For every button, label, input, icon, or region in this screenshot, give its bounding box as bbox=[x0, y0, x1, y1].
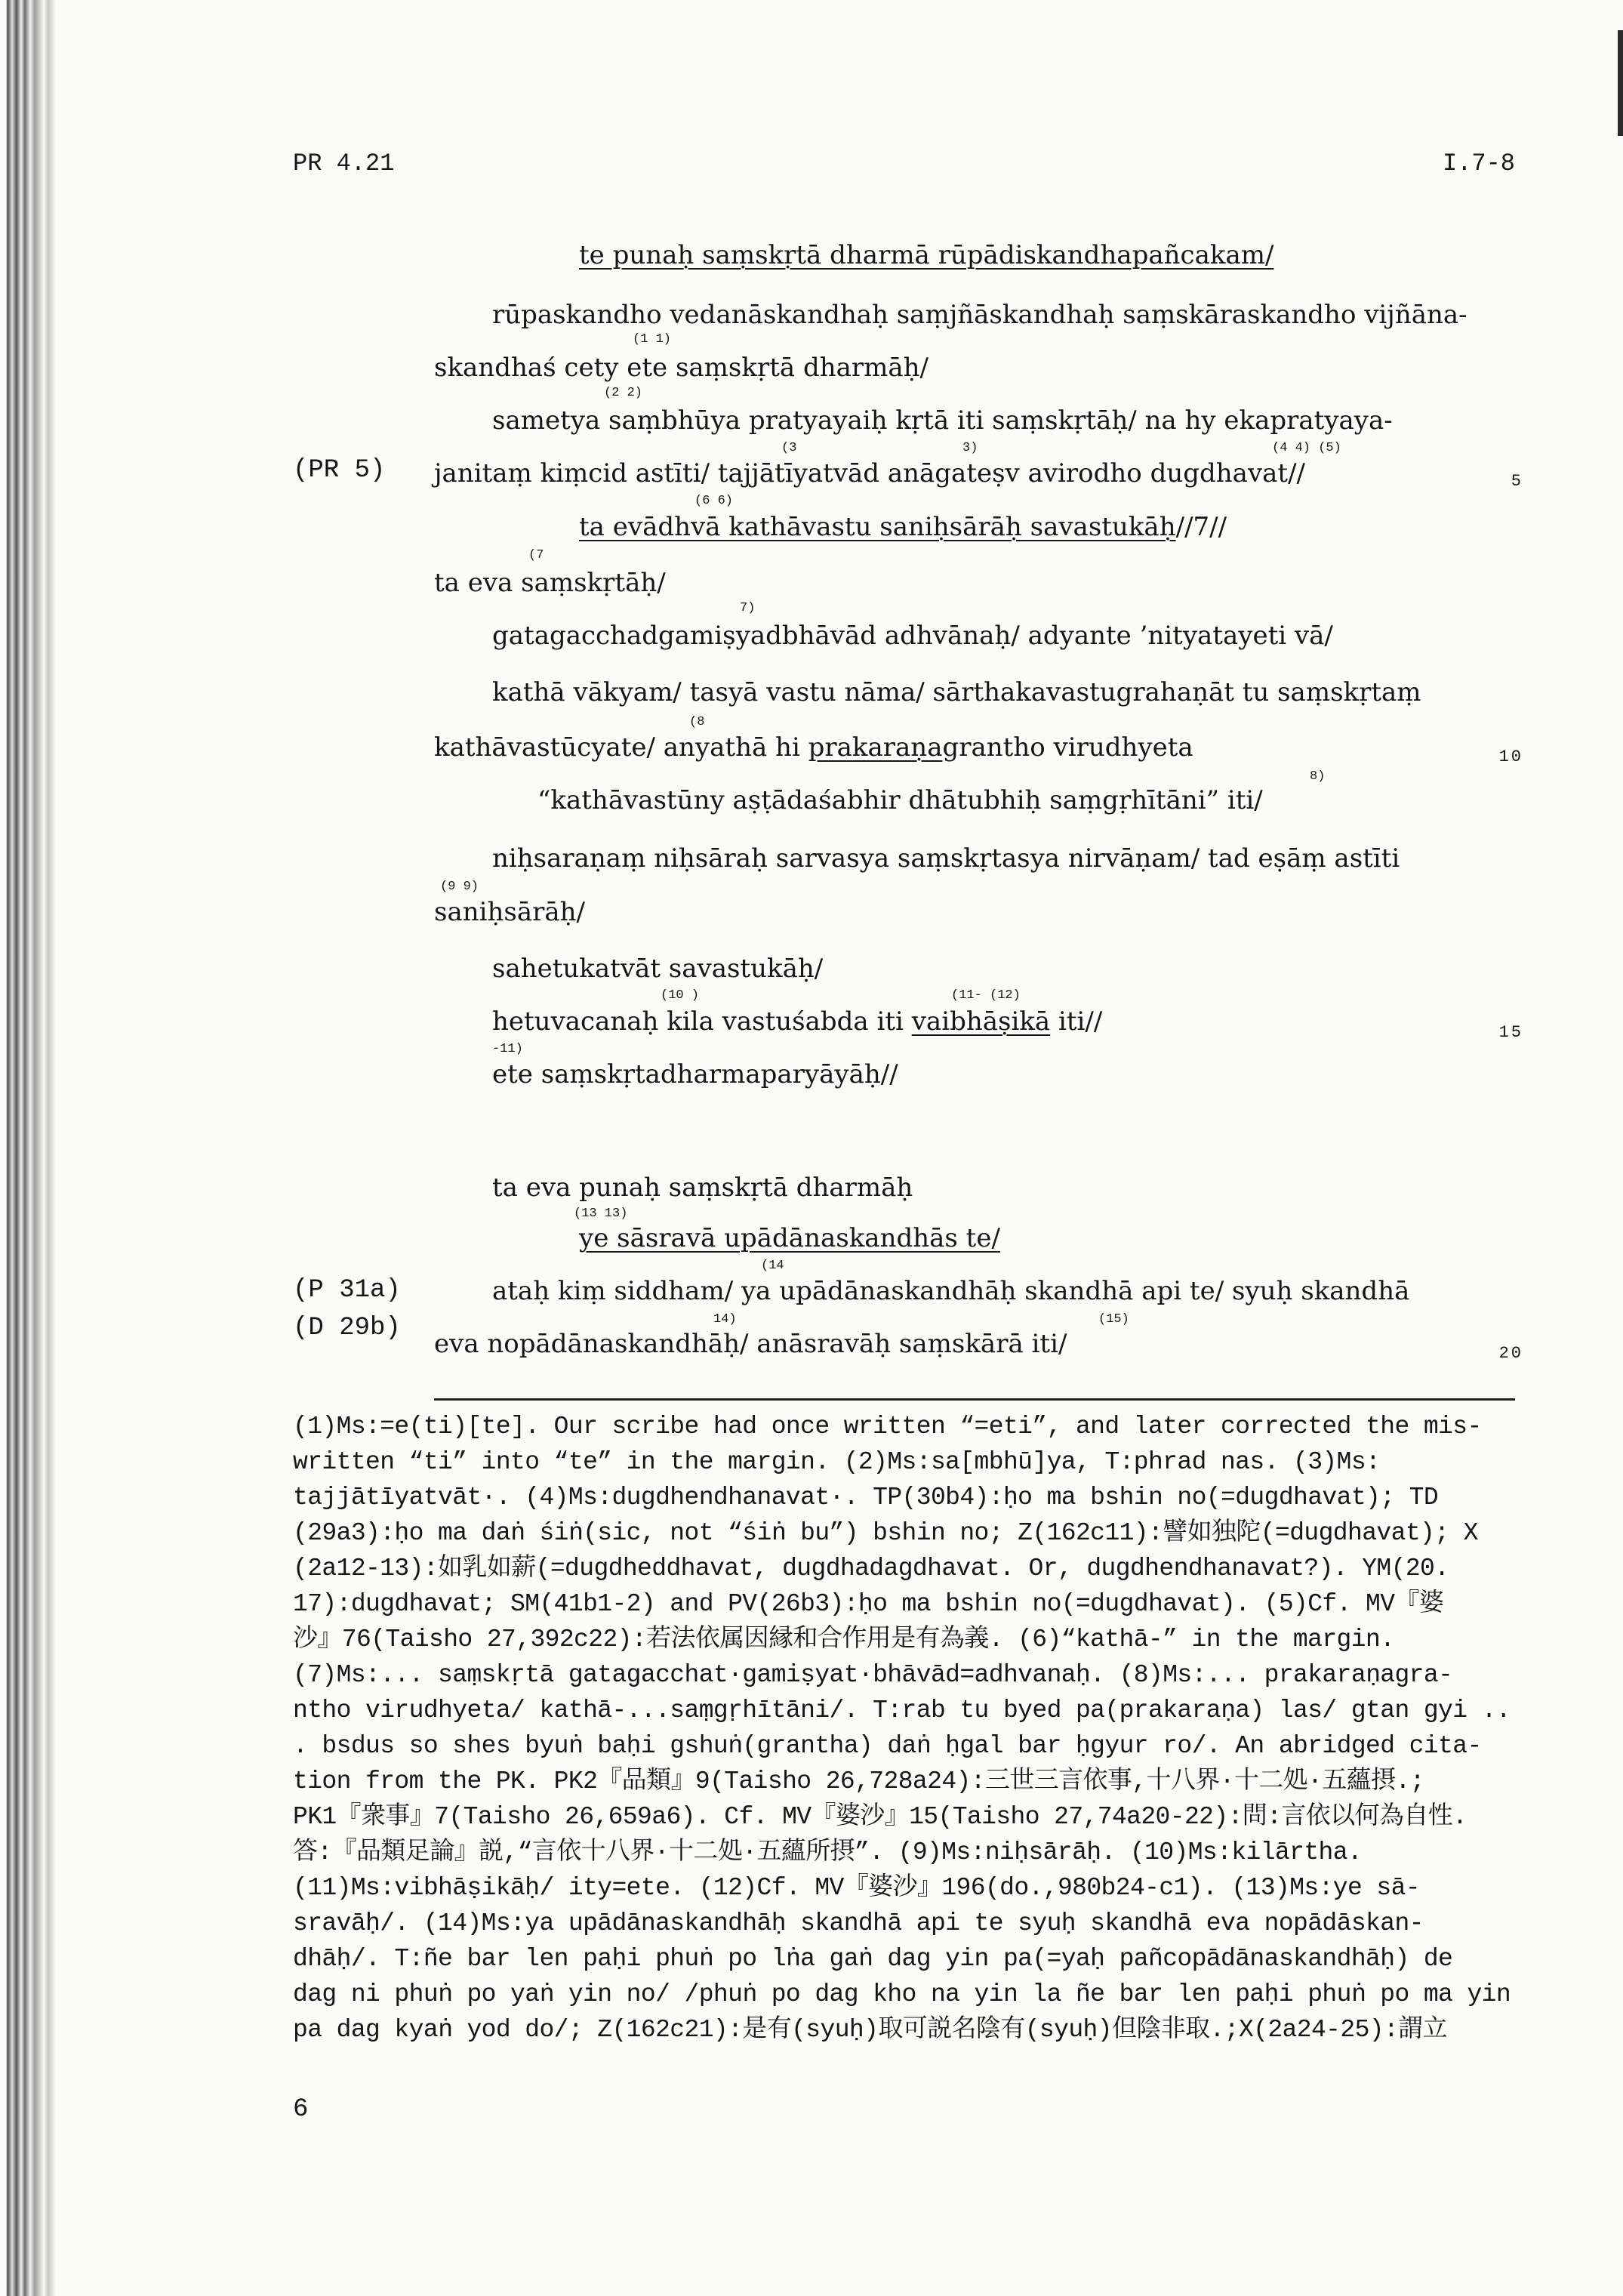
footnote-marker: (11- (12) bbox=[951, 988, 1021, 1003]
note-line: dhāḥ/. T:ñe bar len paḥi phuṅ po lṅa gaṅ dag yin pa(=yaḥ pañcopādānaskandhāḥ) de bbox=[293, 1945, 1453, 1973]
text-segment: grantho virudhyeta bbox=[942, 732, 1193, 763]
text-line: rūpaskandho vedanāskandhaḥ saṃjñāskandhaḥ saṃskāraskandho vijñāna- bbox=[492, 300, 1467, 330]
note-line: 沙』76(Taisho 27,392c22):若法依属因縁和合作用是有為義. (6)“kathā-” in the margin. bbox=[293, 1626, 1395, 1653]
note-line: 答:『品類足論』説,“言依十八界·十二処·五蘊所摂”. (9)Ms:niḥsārāḥ. (10)Ms:kilārtha. bbox=[293, 1838, 1363, 1866]
footnote-marker: (3 bbox=[781, 441, 797, 455]
underlined-word: vaibhāṣikā bbox=[911, 1006, 1051, 1037]
text-line: kathā vākyam/ tasyā vastu nāma/ sārthakavastugrahaṇāt tu saṃskṛtaṃ bbox=[492, 677, 1421, 707]
line-number: 20 bbox=[1498, 1344, 1523, 1363]
note-line: pa dag kyaṅ yod do/; Z(162c21):是有(syuḥ)取可説名陰有(syuḥ)但陰非取.;X(2a24-25):謂立 bbox=[293, 2016, 1447, 2044]
text-line: ete saṃskṛtadharmaparyāyāḥ// bbox=[492, 1059, 898, 1089]
running-head-left: PR 4.21 bbox=[293, 149, 395, 177]
line-number: 5 bbox=[1511, 472, 1523, 491]
text-line: ta eva punaḥ saṃskṛtā dharmāḥ bbox=[492, 1173, 913, 1203]
verse-heading: ye sāsravā upādānaskandhās te/ bbox=[579, 1223, 1000, 1253]
text-line: eva nopādānaskandhāḥ/ anāsravāḥ saṃskārā iti/ bbox=[434, 1329, 1067, 1359]
underlined-word: prakaraṇa bbox=[808, 732, 943, 763]
text-line: janitaṃ kiṃcid astīti/ tajjātīyatvād anāgateṣv avirodho dugdhavat// bbox=[434, 458, 1305, 488]
text-line bbox=[492, 1006, 1102, 1037]
footnote-marker: (15) bbox=[1098, 1312, 1129, 1327]
footnote-marker: 14) bbox=[713, 1312, 737, 1327]
text-line: skandhaś cety ete saṃskṛtā dharmāḥ/ bbox=[434, 353, 929, 383]
notes-separator-rule bbox=[434, 1398, 1515, 1401]
page-edge-mark bbox=[1618, 30, 1623, 136]
page-number: 6 bbox=[293, 2095, 309, 2124]
note-line: sravāḥ/. (14)Ms:ya upādānaskandhāḥ skandhā api te syuḥ skandhā eva nopādāskan- bbox=[293, 1909, 1424, 1937]
footnote-marker: 8) bbox=[1310, 769, 1326, 784]
footnote-marker: (8 bbox=[689, 715, 705, 729]
footnote-marker: (6 6) bbox=[694, 494, 734, 508]
margin-label-pr5: (PR 5) bbox=[293, 456, 386, 485]
note-line: (1)Ms:=e(ti)[te]. Our scribe had once written “=eti”, and later corrected the mis- bbox=[293, 1413, 1482, 1441]
note-line: (7)Ms:... saṃskṛtā gatagacchat·gamiṣyat·bhāvād=adhvanaḥ. (8)Ms:... prakaraṇagra- bbox=[293, 1661, 1453, 1689]
text-line: niḥsaraṇaṃ niḥsāraḥ sarvasya saṃskṛtasya nirvāṇam/ tad eṣāṃ astīti bbox=[492, 843, 1400, 874]
footnote-marker: 7) bbox=[740, 601, 756, 615]
text-line: saniḥsārāḥ/ bbox=[434, 897, 585, 927]
text-line bbox=[434, 732, 1193, 763]
footnote-marker: (1 1) bbox=[633, 332, 672, 347]
text-line: sahetukatvāt savastukāḥ/ bbox=[492, 954, 824, 984]
text-segment: kathāvastūcyate/ anyathā hi bbox=[434, 732, 808, 763]
text-segment: hetuvacanaḥ kila vastuśabda iti bbox=[492, 1006, 912, 1037]
note-line: . bsdus so shes byuṅ baḥi gshuṅ(grantha) daṅ ḥgal bar ḥgyur ro/. An abridged cita- bbox=[293, 1732, 1482, 1760]
note-line: tion from the PK. PK2『品類』9(Taisho 26,728a24):三世三言依事,十八界·十二処·五蘊摂.; bbox=[293, 1767, 1424, 1795]
line-number: 10 bbox=[1498, 747, 1523, 766]
line-number: 15 bbox=[1498, 1023, 1523, 1042]
verse-7-text: ta evādhvā kathāvastu saniḥsārāḥ savastukāḥ bbox=[579, 512, 1176, 542]
note-line: written “ti” into “te” in the margin. (2)Ms:sa[mbhū]ya, T:phrad nas. (3)Ms: bbox=[293, 1448, 1381, 1476]
book-binding-shadow bbox=[0, 0, 60, 2296]
note-line: 17):dugdhavat; SM(41b1-2) and PV(26b3):ḥo ma bshin no(=dugdhavat). (5)Cf. MV『婆 bbox=[293, 1590, 1444, 1618]
footnote-marker: 3) bbox=[962, 441, 978, 455]
footnote-marker: (9 9) bbox=[440, 880, 479, 894]
footnote-marker: (4 4) (5) bbox=[1272, 441, 1341, 455]
footnote-marker: (10 ) bbox=[661, 988, 700, 1003]
footnote-marker: -11) bbox=[492, 1042, 523, 1056]
note-line: dag ni phuṅ po yaṅ yin no/ /phuṅ po dag kho na yin la ñe bar len paḥi phuṅ po ma yin bbox=[293, 1980, 1511, 2008]
text-line: ta eva saṃskṛtāḥ/ bbox=[434, 568, 666, 598]
text-line: ataḥ kiṃ siddham/ ya upādānaskandhāḥ skandhā api te/ syuḥ skandhā bbox=[492, 1276, 1410, 1306]
footnote-marker: (7 bbox=[528, 548, 544, 562]
footnote-marker: (2 2) bbox=[604, 386, 643, 400]
verse-7 bbox=[579, 512, 1227, 542]
note-line: (29a3):ḥo ma daṅ śiṅ(sic, not “śiṅ bu”) bshin no; Z(162c11):譬如独陀(=dugdhavat); X bbox=[293, 1519, 1478, 1547]
margin-label-d29b: (D 29b) bbox=[293, 1314, 401, 1342]
note-line: PK1『衆事』7(Taisho 26,659a6). Cf. MV『婆沙』15(Taisho 27,74a20-22):問:言依以何為自性. bbox=[293, 1803, 1467, 1831]
text-line: sametya saṃbhūya pratyayaiḥ kṛtā iti saṃskṛtāḥ/ na hy ekapratyaya- bbox=[492, 405, 1393, 436]
verse-heading: te punaḥ saṃskṛtā dharmā rūpādiskandhapañcakam/ bbox=[579, 240, 1274, 270]
margin-label-p31a: (P 31a) bbox=[293, 1276, 401, 1305]
note-line: (11)Ms:vibhāṣikāḥ/ ity=ete. (12)Cf. MV『婆沙』196(do.,980b24-c1). (13)Ms:ye sā- bbox=[293, 1874, 1421, 1902]
note-line: (2a12-13):如乳如薪(=dugdheddhavat, dugdhadagdhavat. Or, dugdhendhanavat?). YM(20. bbox=[293, 1555, 1449, 1583]
text-line: gatagacchadgamiṣyadbhāvād adhvānaḥ/ adyante ’nityatayeti vā/ bbox=[492, 621, 1333, 651]
footnote-marker: (13 13) bbox=[574, 1207, 628, 1221]
text-line: “kathāvastūny aṣṭādaśabhir dhātubhiḥ saṃgṛhītāni” iti/ bbox=[537, 785, 1263, 815]
note-line: tajjātīyatvāt·. (4)Ms:dugdhendhanavat·. TP(30b4):ḥo ma bshin no(=dugdhavat); TD bbox=[293, 1484, 1439, 1512]
footnote-marker: (14 bbox=[761, 1259, 784, 1273]
note-line: ntho virudhyeta/ kathā-...saṃgṛhītāni/. T:rab tu byed pa(prakaraṇa) las/ gtan gyi .. bbox=[293, 1697, 1511, 1724]
verse-number: //7// bbox=[1175, 512, 1227, 542]
running-head-right: I.7-8 bbox=[1442, 149, 1515, 177]
text-segment: iti// bbox=[1050, 1006, 1103, 1037]
